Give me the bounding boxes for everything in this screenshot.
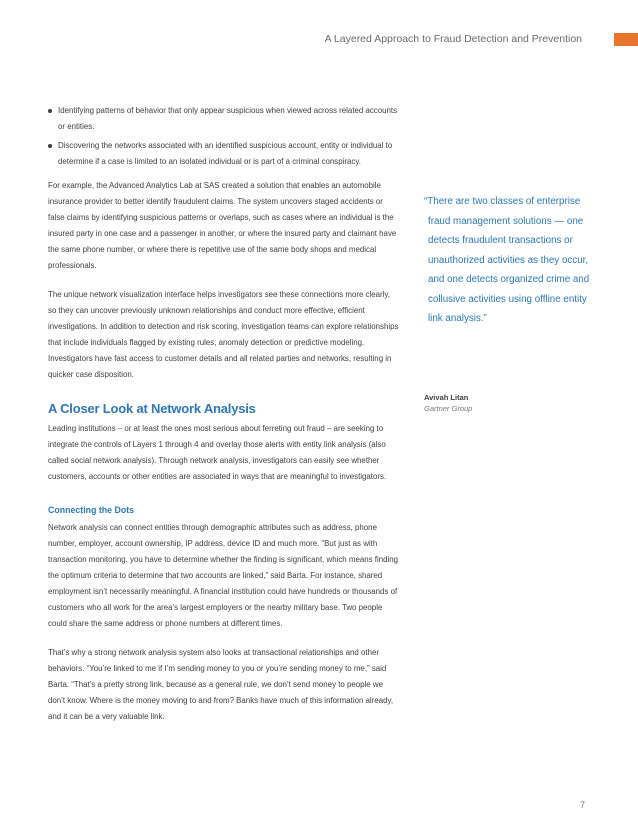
body-paragraph: Network analysis can connect entities through demographic attributes such as address, phone number, employer, account ownership, IP address, device ID and much more. “But just as with transaction monitoring, you have to determine whether the finding is significant, which means finding the optimum criteria to determine that two accounts are linked,” said Barta. For instance, shared employment isn’t necessarily meaningful. A financial institution could have hundreds or thousands of customers who all work for the area’s largest employers or the nearby military base. Two people could share the same address or phone numbers at different times.	[48, 523, 399, 628]
header-accent-bar	[614, 33, 638, 46]
body-paragraph: The unique network visualization interface helps investigators see these connections more clearly, so they can uncover previously unknown relationships and conduct more effective, efficient investigations. In addition to detection and risk scoring, investigation teams can explore relationships that include individuals flagged by existing rules, anomaly detection or predictive modeling. Investigators have fast access to customer details and all related parties and networks, resulting in quicker case disposition.	[48, 290, 399, 379]
list-item: Discovering the networks associated with an identified suspicious account, entity or individual to determine if a case is limited to an isolated individual or is part of a criminal conspiracy.	[48, 138, 400, 170]
quote-organization: Gartner Group	[424, 404, 473, 413]
body-paragraph: That’s why a strong network analysis system also looks at transactional relationships and other behaviors. “You’re linked to me if I’m sending money to you or you’re sending money to me,” said Barta. “That’s a pretty strong link, because as a general rule, we don’t send money to people we don’t know. Where is the money moving to and from? Banks have much of this information already, and it can be a very valuable link.	[48, 648, 394, 721]
quote-author: Avivah Litan	[424, 393, 469, 402]
section-heading: A Closer Look at Network Analysis	[48, 401, 256, 416]
bullet-list	[48, 103, 400, 170]
body-paragraph: For example, the Advanced Analytics Lab at SAS created a solution that enables an automobile insurance provider to better identify fraudulent claims. The system uncovers staged accidents or false claims by identifying suspicious patterns or overlaps, such as cases where an individual is the insured party in one case and a passenger in another, or where the insured party and claimant have the same phone number, or where there is repetitive use of the same body shops and medical professionals.	[48, 181, 397, 270]
pull-quote	[424, 192, 592, 329]
page-header-title: A Layered Approach to Fraud Detection and Prevention	[324, 33, 582, 45]
list-item: Identifying patterns of behavior that only appear suspicious when viewed across related accounts or entities.	[48, 103, 400, 135]
page-number: 7	[579, 800, 585, 810]
main-column	[48, 103, 400, 738]
body-paragraph: Leading institutions – or at least the ones most serious about ferreting out fraud – are seeking to integrate the controls of Layers 1 through 4 and overlay those alerts with entity link analysis (also called social network analysis). Through network analysis, investigators can easily see whether customers, accounts or other entities are associated in ways that are meaningful to investigators.	[48, 424, 387, 481]
pull-quote-text: “There are two classes of enterprise fraud management solutions — one detects fraudulent transactions or unauthorized activities as they occur, and one detects organized crime and collusive activities using offline entity link analysis.”	[424, 196, 590, 324]
subsection-heading: Connecting the Dots	[48, 505, 135, 515]
